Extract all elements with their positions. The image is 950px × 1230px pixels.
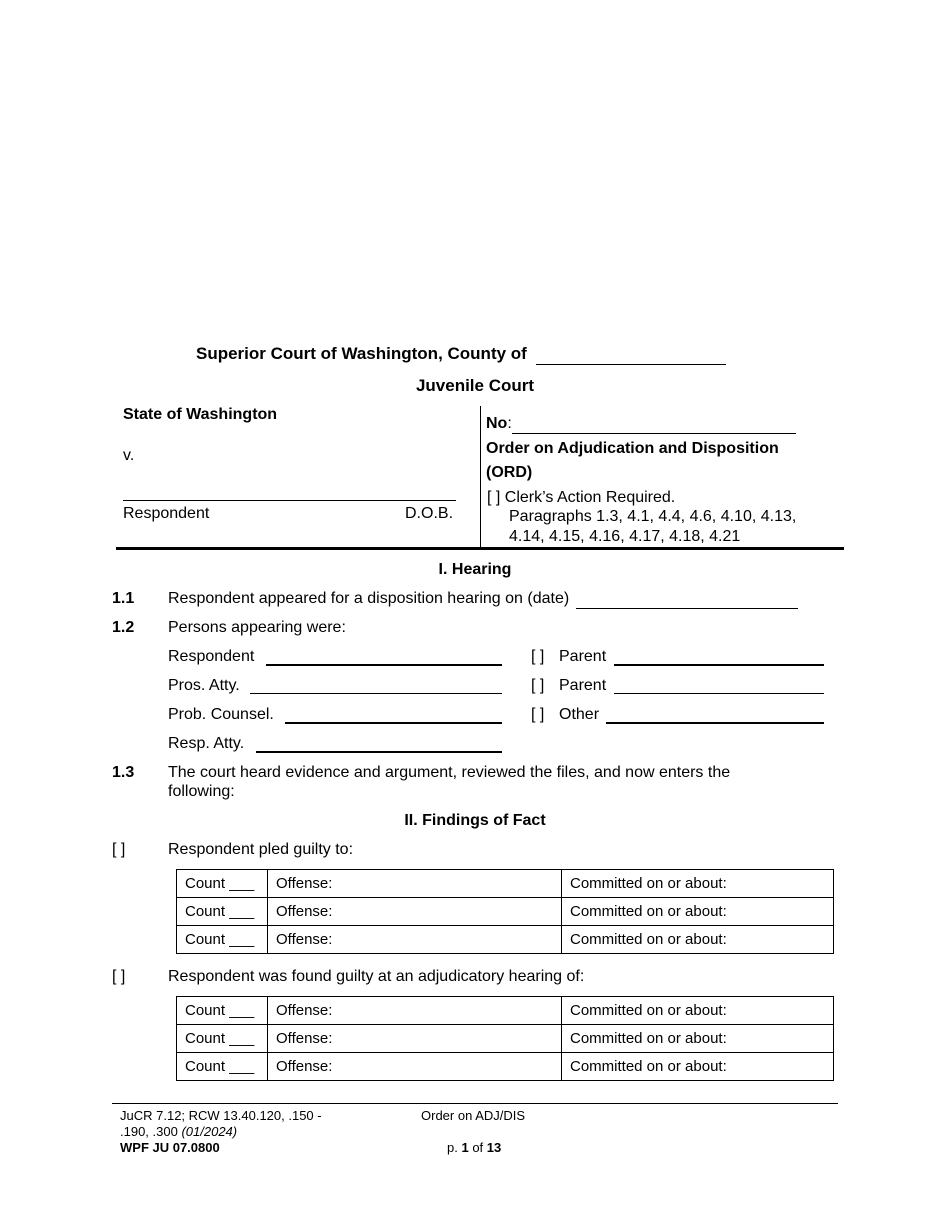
court-title: Superior Court of Washington, County of: [196, 344, 527, 363]
county-field[interactable]: [536, 344, 726, 365]
footer-form-id: WPF JU 07.0800: [120, 1140, 220, 1155]
parent-2-checkbox[interactable]: [ ]: [531, 677, 545, 694]
case-number-row: [486, 415, 796, 434]
pled-guilty-table: [176, 869, 834, 954]
caption-divider: [480, 406, 481, 548]
other-checkbox[interactable]: [ ]: [531, 706, 545, 723]
table-row: [177, 1025, 834, 1053]
offense-cell[interactable]: Offense:: [268, 1053, 562, 1081]
parent-2-label: Parent: [559, 677, 607, 694]
page-current: 1: [461, 1140, 469, 1155]
other-label: Other: [559, 706, 600, 723]
person-resp-atty-label: Resp. Atty.: [168, 735, 245, 752]
offense-cell[interactable]: Offense:: [268, 997, 562, 1025]
paragraph-1-3-text-line2: following:: [168, 783, 235, 800]
parent-1-checkbox[interactable]: [ ]: [531, 648, 545, 665]
page-of: of: [472, 1140, 484, 1155]
count-cell[interactable]: Count ___: [177, 1025, 268, 1053]
footer-form-title: Order on ADJ/DIS: [421, 1108, 526, 1123]
case-number-label: No: [486, 415, 508, 432]
committed-cell[interactable]: Committed on or about:: [562, 1053, 834, 1081]
person-respondent-field[interactable]: [266, 664, 502, 666]
table-row: [177, 1053, 834, 1081]
table-row: [177, 870, 834, 898]
count-cell[interactable]: Count ___: [177, 926, 268, 954]
case-number-field[interactable]: [512, 415, 796, 434]
parent-1-label: Parent: [559, 648, 607, 665]
case-number-colon: :: [507, 415, 512, 432]
offense-cell[interactable]: Offense:: [268, 1025, 562, 1053]
table-row: [177, 997, 834, 1025]
committed-cell[interactable]: Committed on or about:: [562, 898, 834, 926]
person-pros-atty-field[interactable]: [250, 693, 502, 694]
footer-rules-continued: .190, .300: [120, 1124, 178, 1139]
parent-2-field[interactable]: [614, 693, 824, 694]
committed-cell[interactable]: Committed on or about:: [562, 997, 834, 1025]
paragraph-1-2-text: Persons appearing were:: [168, 619, 346, 636]
order-code: (ORD): [486, 464, 533, 481]
caption-bottom-rule: [116, 547, 844, 550]
footer-rules-line1: JuCR 7.12; RCW 13.40.120, .150 -: [120, 1108, 322, 1123]
clerk-paragraphs-line1: Paragraphs 1.3, 4.1, 4.4, 4.6, 4.10, 4.13,: [509, 508, 797, 525]
dob-label: D.O.B.: [405, 505, 454, 522]
order-title: Order on Adjudication and Disposition: [486, 440, 779, 457]
count-cell[interactable]: Count ___: [177, 997, 268, 1025]
paragraph-1-3-text-line1: The court heard evidence and argument, reviewed the files, and now enters the: [168, 764, 731, 781]
committed-cell[interactable]: Committed on or about:: [562, 1025, 834, 1053]
found-guilty-checkbox[interactable]: [ ]: [112, 968, 126, 985]
page-prefix: p.: [447, 1140, 458, 1155]
person-prob-counsel-label: Prob. Counsel.: [168, 706, 274, 723]
offense-cell[interactable]: Offense:: [268, 898, 562, 926]
plaintiff-name: State of Washington: [123, 406, 278, 423]
footer-rules-line2: [120, 1124, 237, 1139]
respondent-name-field[interactable]: [123, 500, 456, 501]
committed-cell[interactable]: Committed on or about:: [562, 926, 834, 954]
offense-cell[interactable]: Offense:: [268, 870, 562, 898]
table-row: [177, 898, 834, 926]
footer-page-number: [447, 1140, 501, 1155]
clerk-action-checkbox[interactable]: [ ]: [487, 489, 501, 506]
paragraph-1-2-number: 1.2: [112, 619, 135, 636]
person-prob-counsel-field[interactable]: [285, 722, 502, 724]
clerk-action-row: [487, 489, 675, 507]
found-guilty-text: Respondent was found guilty at an adjudicatory hearing of:: [168, 968, 585, 985]
person-respondent-label: Respondent: [168, 648, 255, 665]
section-1-heading: I. Hearing: [438, 561, 512, 578]
committed-cell[interactable]: Committed on or about:: [562, 870, 834, 898]
pled-guilty-checkbox[interactable]: [ ]: [112, 841, 126, 858]
paragraph-1-1-row: [168, 590, 798, 609]
count-cell[interactable]: Count ___: [177, 1053, 268, 1081]
pled-guilty-text: Respondent pled guilty to:: [168, 841, 354, 858]
offense-cell[interactable]: Offense:: [268, 926, 562, 954]
section-2-heading: II. Findings of Fact: [404, 812, 546, 829]
clerk-paragraphs-line2: 4.14, 4.15, 4.16, 4.17, 4.18, 4.21: [509, 528, 741, 545]
court-title-row: [196, 344, 726, 365]
table-row: [177, 926, 834, 954]
footer-revision: (01/2024): [181, 1124, 238, 1139]
count-cell[interactable]: Count ___: [177, 870, 268, 898]
count-cell[interactable]: Count ___: [177, 898, 268, 926]
person-pros-atty-label: Pros. Atty.: [168, 677, 240, 694]
paragraph-1-1-number: 1.1: [112, 590, 135, 607]
hearing-date-field[interactable]: [576, 590, 798, 609]
found-guilty-table: [176, 996, 834, 1081]
versus-label: v.: [123, 447, 135, 464]
respondent-caption-label: Respondent: [123, 505, 210, 522]
paragraph-1-3-number: 1.3: [112, 764, 135, 781]
parent-1-field[interactable]: [614, 664, 824, 666]
clerk-action-label: Clerk’s Action Required.: [504, 489, 676, 506]
person-resp-atty-field[interactable]: [256, 751, 502, 753]
page-total: 13: [486, 1140, 502, 1155]
paragraph-1-1-text: Respondent appeared for a disposition hearing on (date): [168, 590, 570, 607]
footer-rule: [112, 1103, 838, 1104]
court-subtitle: Juvenile Court: [415, 376, 535, 395]
other-field[interactable]: [606, 722, 824, 724]
